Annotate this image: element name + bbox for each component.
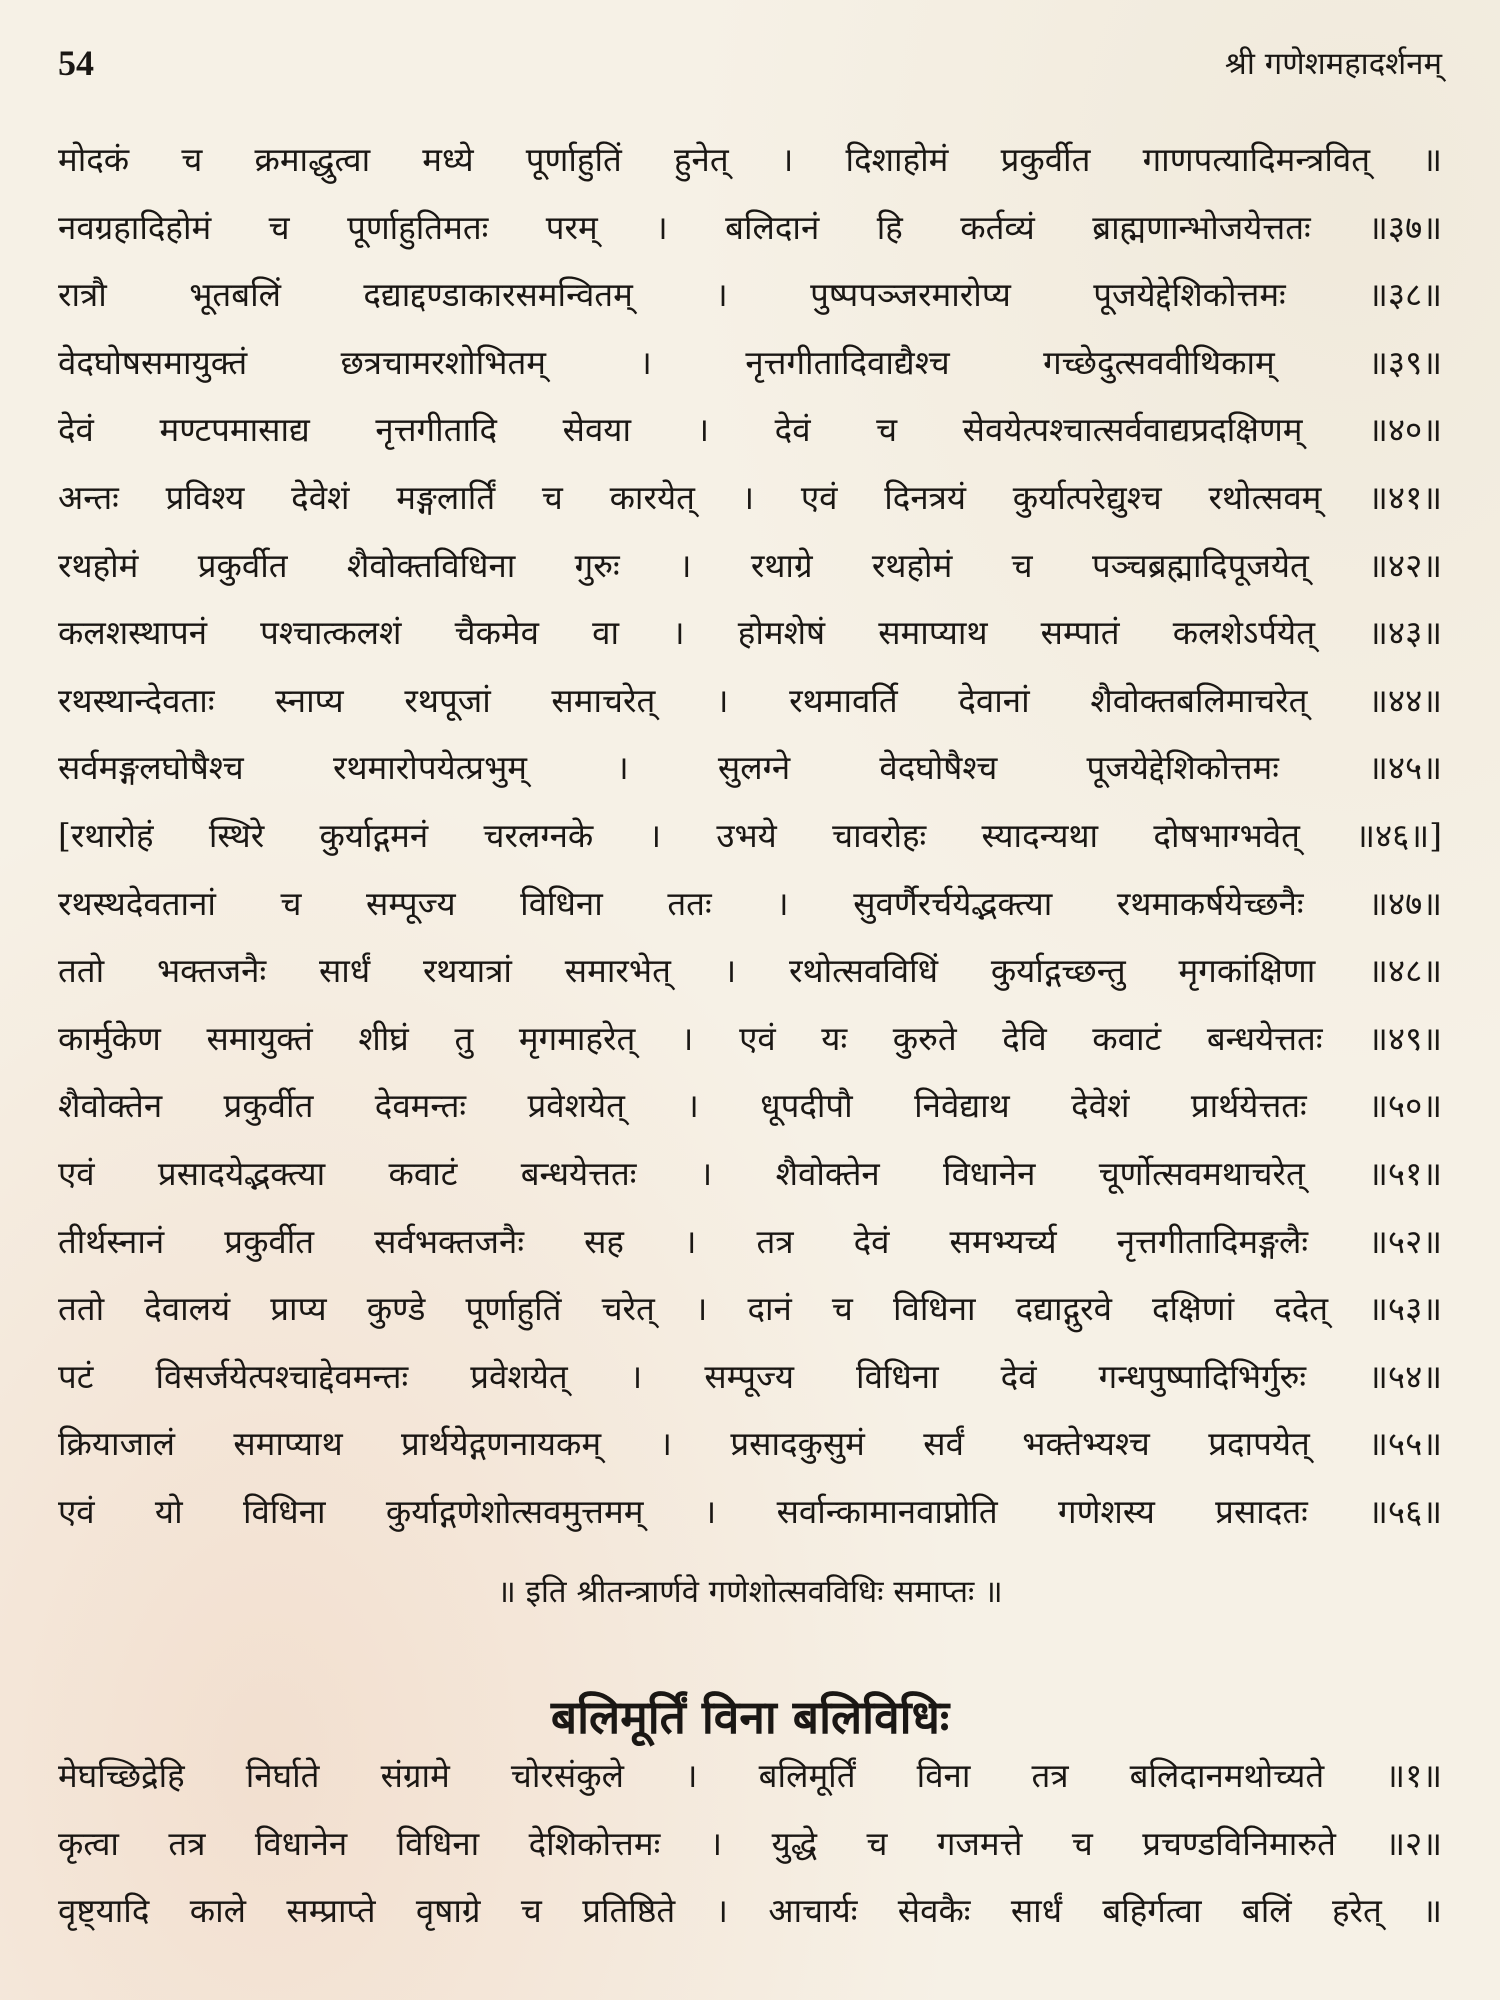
verse-line: पटं विसर्जयेत्पश्चाद्देवमन्तः प्रवेशयेत् । सम्पूज्य विधिना देवं गन्धपुष्पादिभिर्गुरुः ॥५४॥	[58, 1356, 1442, 1396]
page-header	[58, 42, 1442, 92]
section-verse-block	[58, 1742, 1442, 1945]
verse-line: रथस्थान्देवताः स्नाप्य रथपूजां समाचरेत् । रथमावर्ति देवानां शैवोक्तबलिमाचरेत् ॥४४॥	[58, 680, 1442, 720]
page-number: 54	[58, 43, 94, 83]
verse-line: मेघच्छिद्रेहि निर्घाते संग्रामे चोरसंकुले । बलिमूर्तिं विना तत्र बलिदानमथोच्यते ॥१॥	[58, 1756, 1442, 1795]
verse-line: वृष्ट्यादि काले सम्प्राप्ते वृषाग्रे च प्रतिष्ठिते । आचार्यः सेवकैः सार्धं बहिर्गत्वा बलिं हरेत् ॥	[58, 1891, 1442, 1931]
colophon: ॥ इति श्रीतन्त्रार्णवे गणेशोत्सवविधिः समाप्तः ॥	[497, 1574, 1003, 1610]
verse-line: वेदघोषसमायुक्तं छत्रचामरशोभितम् । नृत्तगीतादिवाद्यैश्च गच्छेदुत्सववीथिकाम् ॥३९॥	[58, 342, 1442, 382]
verse-line: एवं प्रसादयेद्भक्त्या कवाटं बन्धयेत्ततः । शैवोक्तेन विधानेन चूर्णोत्सवमथाचरेत् ॥५१॥	[58, 1153, 1442, 1193]
verse-line: देवं मण्टपमासाद्य नृत्तगीतादि सेवया । देवं च सेवयेत्पश्चात्सर्ववाद्यप्रदक्षिणम् ॥४०॥	[58, 410, 1442, 450]
verse-line: नवग्रहादिहोमं च पूर्णाहुतिमतः परम् । बलिदानं हि कर्तव्यं ब्राह्मणान्भोजयेत्ततः ॥३७॥	[58, 207, 1442, 247]
verse-line: कृत्वा तत्र विधानेन विधिना देशिकोत्तमः । युद्धे च गजमत्ते च प्रचण्डविनिमारुते ॥२॥	[58, 1823, 1442, 1863]
verse-line: कार्मुकेण समायुक्तं शीघ्रं तु मृगमाहरेत् । एवं यः कुरुते देवि कवाटं बन्धयेत्ततः ॥४९॥	[58, 1018, 1442, 1058]
running-title: श्री गणेशमहादर्शनम्	[1224, 46, 1442, 82]
verse-line: ततो देवालयं प्राप्य कुण्डे पूर्णाहुतिं चरेत् । दानं च विधिना दद्याद्गुरवे दक्षिणां ददेत् ॥५३॥	[58, 1289, 1442, 1329]
verse-line: तीर्थस्नानं प्रकुर्वीत सर्वभक्तजनैः सह । तत्र देवं समभ्यर्च्य नृत्तगीतादिमङ्गलैः ॥५२॥	[58, 1221, 1442, 1261]
verse-line: सर्वमङ्गलघोषैश्च रथमारोपयेत्प्रभुम् । सुलग्ने वेदघोषैश्च पूजयेद्देशिकोत्तमः ॥४५॥	[58, 748, 1442, 788]
verse-line: शैवोक्तेन प्रकुर्वीत देवमन्तः प्रवेशयेत् । धूपदीपौ निवेद्याथ देवेशं प्रार्थयेत्ततः ॥५०॥	[58, 1086, 1442, 1126]
verse-line: कलशस्थापनं पश्चात्कलशं चैकमेव वा । होमशेषं समाप्याथ सम्पातं कलशेऽर्पयेत् ॥४३॥	[58, 613, 1442, 653]
section-heading: बलिमूर्तिं विना बलिविधिः	[550, 1690, 950, 1744]
verse-line: रथस्थदेवतानां च सम्पूज्य विधिना ततः । सुवर्णैरर्चयेद्भक्त्या रथमाकर्षयेच्छनैः ॥४७॥	[58, 883, 1442, 923]
verse-line: मोदकं च क्रमाद्धुत्वा मध्ये पूर्णाहुतिं हुनेत् । दिशाहोमं प्रकुर्वीत गाणपत्यादिमन्त्रवित् ॥	[58, 140, 1442, 179]
verse-line: रथहोमं प्रकुर्वीत शैवोक्तविधिना गुरुः । रथाग्रे रथहोमं च पञ्चब्रह्मादिपूजयेत् ॥४२॥	[58, 545, 1442, 585]
verse-line: अन्तः प्रविश्य देवेशं मङ्गलार्तिं च कारयेत् । एवं दिनत्रयं कुर्यात्परेद्युश्च रथोत्सवम् ॥४१॥	[58, 477, 1442, 517]
verse-line: एवं यो विधिना कुर्याद्गणेशोत्सवमुत्तमम् । सर्वान्कामानवाप्नोति गणेशस्य प्रसादतः ॥५६॥	[58, 1491, 1442, 1531]
verse-line: रात्रौ भूतबलिं दद्याद्दण्डाकारसमन्वितम् । पुष्पपञ्जरमारोप्य पूजयेद्देशिकोत्तमः ॥३८॥	[58, 275, 1442, 315]
verse-line: क्रियाजालं समाप्याथ प्रार्थयेद्गणनायकम् । प्रसादकुसुमं सर्वं भक्तेभ्यश्च प्रदापयेत् ॥५५॥	[58, 1424, 1442, 1464]
verse-block	[58, 126, 1442, 1545]
verse-line: ततो भक्तजनैः सार्धं रथयात्रां समारभेत् । रथोत्सवविधिं कुर्याद्गच्छन्तु मृगकांक्षिणा ॥४८॥	[58, 951, 1442, 991]
verse-line: [रथारोहं स्थिरे कुर्याद्गमनं चरलग्नके । उभये चावरोहः स्यादन्यथा दोषभाग्भवेत् ॥४६॥]	[58, 815, 1442, 855]
